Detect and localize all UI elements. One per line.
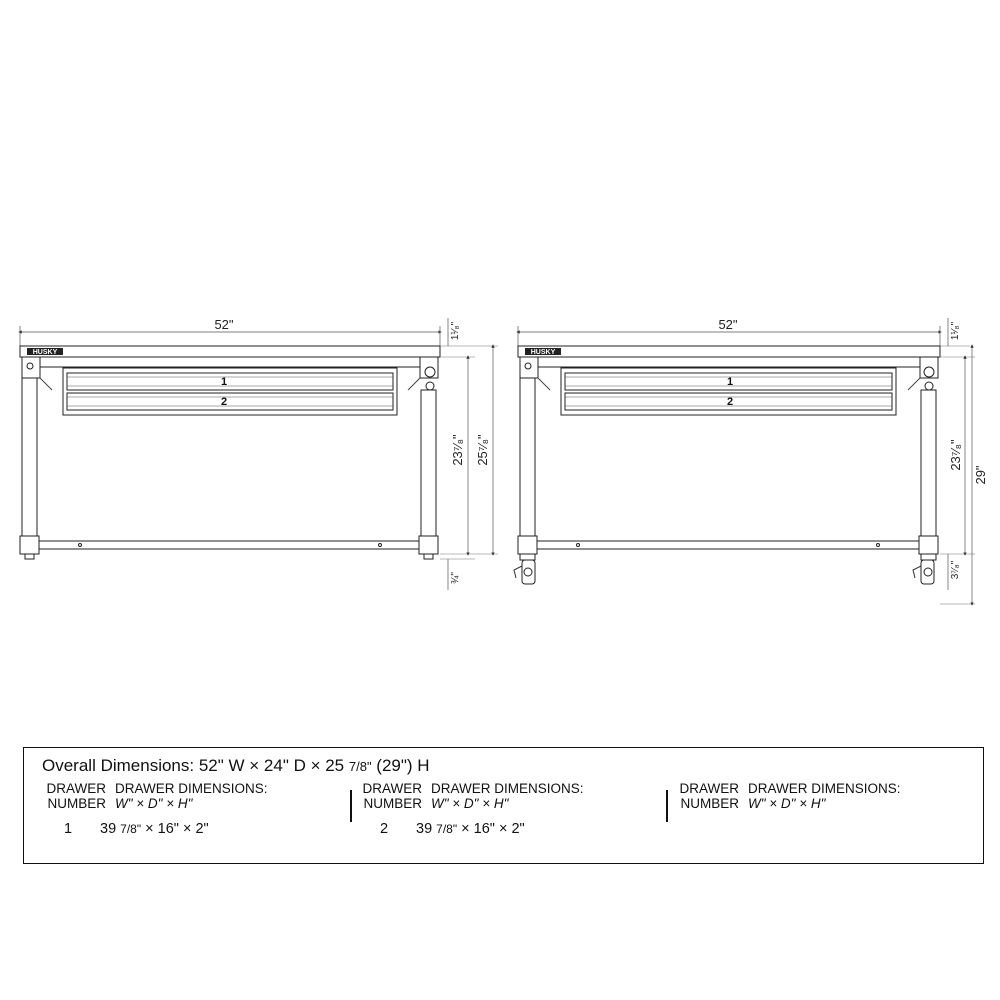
drawer-dims-header: DRAWER DIMENSIONS: [748, 781, 901, 796]
caster-wheel [514, 554, 535, 584]
drawer-number-header-2: NUMBER [680, 795, 739, 811]
bottom-stretcher [535, 541, 921, 549]
overall-dimensions [42, 756, 430, 776]
right-leg [421, 390, 436, 536]
drawer-number-header-2: NUMBER [47, 795, 106, 811]
dims-whole: 39 [416, 821, 437, 837]
drawer-dims-units: W" × D" × H" [431, 795, 509, 811]
right-overall-height-label: 29" [973, 465, 988, 485]
drawer-spec-column-1 [36, 782, 268, 837]
overall-prefix: Overall Dimensions: 52" W × 24" D × 25 [42, 756, 349, 775]
leveler-foot [25, 554, 34, 559]
left-leg [22, 378, 37, 536]
right-top-thickness-label: 1¹⁄₈" [950, 321, 961, 341]
left-width-label: 52" [214, 317, 234, 332]
column-separator [666, 790, 668, 822]
right-leg [921, 390, 936, 536]
drawer-dims-value [416, 822, 525, 837]
caster-wheel [913, 554, 936, 584]
dims-rest: × 16" × 2" [141, 821, 209, 837]
bottom-stretcher [37, 541, 421, 549]
drawer-number-value: 2 [379, 821, 389, 837]
left-drawer-2-label: 2 [220, 396, 228, 408]
right-width-label: 52" [718, 317, 738, 332]
overall-fraction: 7/8" [348, 759, 372, 774]
drawer-dims-units: W" × D" × H" [115, 795, 193, 811]
drawer-dims-header: DRAWER DIMENSIONS: [115, 781, 268, 796]
drawer-number-header: DRAWER [362, 781, 422, 796]
drawer-number-header: DRAWER [679, 781, 739, 796]
left-overall-height-label: 25⁷⁄₈" [475, 434, 490, 466]
left-leg [520, 378, 535, 536]
right-drawer-2-label: 2 [726, 396, 734, 408]
drawer-spec-column-3 [669, 782, 901, 811]
right-workbench-view [514, 318, 975, 604]
drawer-number-header-2: NUMBER [363, 795, 422, 811]
drawer-1 [67, 373, 393, 390]
drawer-dims-value [100, 822, 209, 837]
left-foot-label: ¾" [450, 572, 461, 584]
left-drawer-1-label: 1 [220, 376, 228, 388]
drawer-number-value: 1 [63, 821, 73, 837]
right-inner-height-label: 23⁷⁄₈" [948, 439, 963, 471]
dims-whole: 39 [100, 821, 121, 837]
drawer-2 [67, 393, 393, 410]
dims-fraction: 7/8" [436, 822, 458, 836]
drawer-dims-units: W" × D" × H" [748, 795, 826, 811]
left-inner-height-label: 23⁷⁄₈" [450, 434, 465, 466]
dimensions-spec-box [23, 747, 984, 864]
left-workbench-view [20, 318, 498, 590]
right-caster-label: 3⁷⁄₈" [950, 560, 961, 580]
overall-suffix: (29") H [371, 756, 430, 775]
left-brand-label: HUSKY [32, 349, 58, 356]
dims-rest: × 16" × 2" [457, 821, 525, 837]
right-drawer-1-label: 1 [726, 376, 734, 388]
drawer-spec-column-2 [352, 782, 584, 837]
work-surface [518, 346, 940, 357]
work-surface [20, 346, 440, 357]
right-brand-label: HUSKY [530, 349, 556, 356]
dims-fraction: 7/8" [120, 822, 142, 836]
left-top-thickness-label: 1¹⁄₈" [450, 321, 461, 341]
drawer-number-header: DRAWER [46, 781, 106, 796]
drawer-dims-header: DRAWER DIMENSIONS: [431, 781, 584, 796]
